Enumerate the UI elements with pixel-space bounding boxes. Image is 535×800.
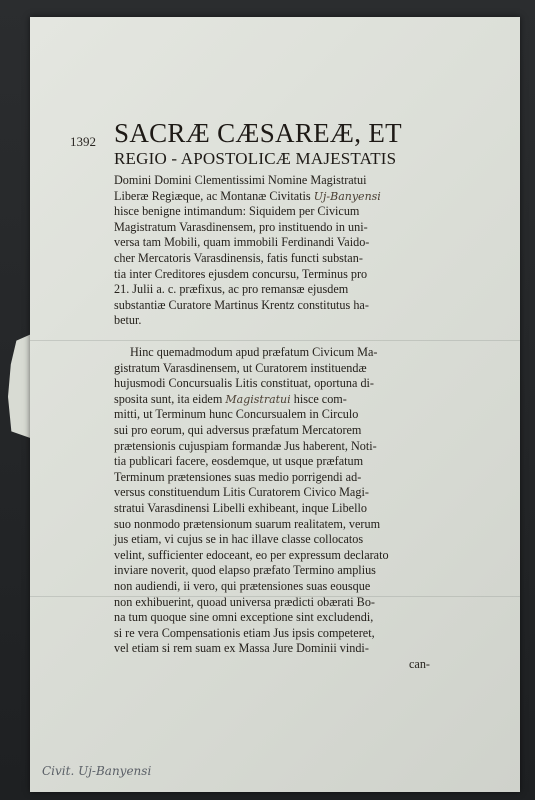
text-line: vel etiam si rem suam ex Massa Jure Dominii vindi-: [114, 641, 369, 656]
text-line: tia publicari facere, eosdemque, ut usque præfatum: [114, 454, 364, 469]
text-line: prætensionis cujuspiam formandæ Jus haberent, Noti-: [114, 438, 377, 453]
text-line: versa tam Mobili, quam immobili Ferdinandi Vaido-: [114, 235, 370, 250]
text-line: tia inter Creditores ejusdem concursu, Terminus pro: [114, 266, 368, 281]
handwritten-city-name: Uj-Banyensi: [313, 189, 381, 203]
text-line: inviare noverit, quod elapso præfato Termino amplius: [114, 563, 376, 578]
text-line: sui pro eorum, qui adversus præfatum Mercatorem: [114, 422, 362, 437]
text-line: Magistratum Varasdinensem, pro instituendo in uni-: [114, 219, 368, 234]
text-line: cher Mercatoris Varasdinensis, fatis functi substan-: [114, 250, 363, 265]
text-line: Hinc quemadmodum apud præfatum Civicum Ma-: [130, 345, 378, 359]
handwritten-magistrate: Magistratui: [225, 392, 291, 406]
handwritten-bottom-note: Civit. Uj-Banyensi: [42, 764, 152, 778]
text-line: jus etiam, vi cujus se in hac illave classe collocatos: [114, 532, 364, 547]
text-line: substantiæ Curatore Martinus Krentz constitutus ha-: [114, 297, 369, 312]
text-line: gistratum Varasdinensem, ut Curatorem instituendæ: [114, 360, 367, 375]
document-title: SACRÆ CÆSAREÆ, ET: [114, 118, 402, 148]
text-line: 21. Julii a. c. præfixus, ac pro remansæ ejusdem: [114, 282, 349, 297]
paper-fold-line: [30, 340, 520, 341]
text-line: Terminum prætensiones suas medio porrigendi ad-: [114, 469, 362, 484]
text-line: stratui Varasdinensi Libelli exhibeant, inque Libello: [114, 500, 367, 515]
text-line: si re vera Compensationis etiam Jus ipsis competeret,: [114, 625, 375, 640]
text-line: hujusmodi Concursualis Litis constituat, oportuna di-: [114, 376, 374, 391]
text-line: sposita sunt, ita eidem Magistratui hisce com-: [114, 391, 347, 406]
reference-number: 1392: [70, 134, 96, 149]
text-line: betur.: [114, 313, 142, 328]
text-line: hisce benigne intimandum: Siquidem per Civicum: [114, 204, 360, 219]
paragraph-intimation: [114, 173, 436, 329]
document-subtitle: REGIO - APOSTOLICÆ MAJESTATIS: [114, 149, 397, 168]
text-line: versus constituendum Litis Curatorem Civico Magi-: [114, 485, 369, 500]
text-line: suo nonmodo prætensionum suarum realitatem, verum: [114, 516, 381, 531]
catchword: can-: [409, 656, 430, 671]
paragraph-instructions: [114, 345, 436, 672]
text-line: na tum quoque sine omni exceptione sint excludendi,: [114, 610, 374, 625]
text-line: Domini Domini Clementissimi Nomine Magistratui: [114, 173, 367, 187]
text-line: mitti, ut Terminum hunc Concursualem in Circulo: [114, 407, 359, 422]
text-line: non audiendi, ii vero, qui prætensiones suas eousque: [114, 578, 371, 593]
text-line: non exhibuerint, quoad universa prædicti obærati Bo-: [114, 594, 375, 609]
text-line: velint, sufficienter edoceant, eo per expressum declarato: [114, 547, 389, 562]
text-line: Liberæ Regiæque, ac Montanæ Civitatis Uj-Banyensi: [114, 188, 381, 203]
